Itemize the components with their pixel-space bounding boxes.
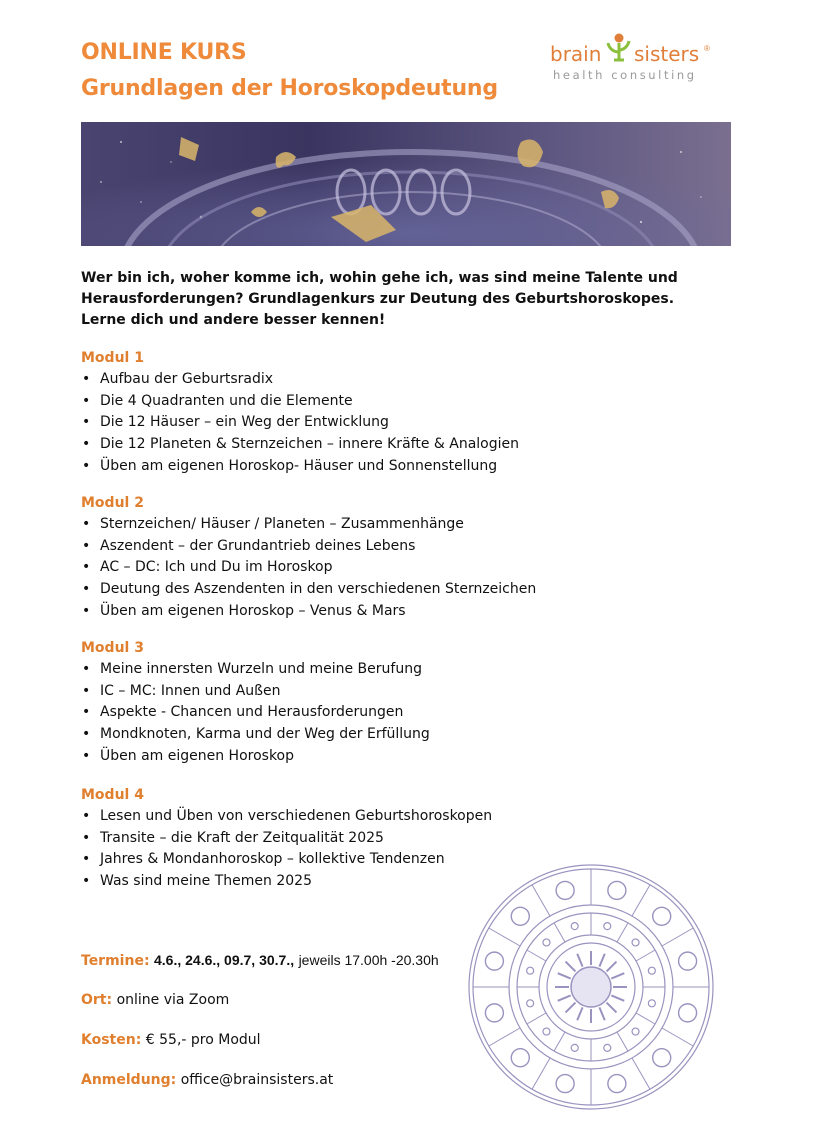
zodiac-glyph-icon — [571, 1044, 578, 1051]
list-item: • Mondknoten, Karma und der Weg der Erfüllung — [81, 724, 430, 746]
module-topic-list — [81, 806, 492, 893]
zodiac-glyph-icon — [543, 939, 550, 946]
list-item: • Üben am eigenen Horoskop – Venus & Mars — [81, 601, 536, 623]
list-item: • Meine innersten Wurzeln und meine Berufung — [81, 659, 430, 681]
zodiac-sign-figure-icon — [679, 952, 697, 970]
anmeldung-email[interactable]: office@brainsisters.at — [180, 1072, 334, 1088]
anmeldung-label: Anmeldung: — [81, 1072, 177, 1088]
list-item: • Die 12 Häuser – ein Weg der Entwicklung — [81, 412, 519, 434]
module-4 — [81, 785, 492, 893]
kosten-value: € 55,- pro Modul — [145, 1032, 261, 1048]
course-intro: Wer bin ich, woher komme ich, wohin gehe ich, was sind meine Talente und Herausforderungen? Grundlagenkurs zur Deutung des Geburtshoroskopes. Lerne dich und andere besser kennen! — [81, 270, 678, 328]
logo-word-sisters: sisters — [634, 42, 700, 66]
ort-line — [81, 992, 229, 1008]
zodiac-glyph-icon — [632, 1028, 639, 1035]
termine-label: Termine: — [81, 953, 150, 969]
list-item: • Aspekte - Chancen und Herausforderungen — [81, 702, 430, 724]
zodiac-glyph-icon — [604, 923, 611, 930]
zodiac-glyph-icon — [527, 967, 534, 974]
ort-value: online via Zoom — [116, 992, 230, 1008]
zodiac-wheel-illustration — [467, 863, 715, 1111]
list-item: • Lesen und Üben von verschiedenen Geburtshoroskopen — [81, 806, 492, 828]
zodiac-glyph-icon — [527, 1000, 534, 1007]
zodiac-glyph-icon — [648, 967, 655, 974]
zodiac-sign-figure-icon — [653, 1049, 671, 1067]
module-topic-list — [81, 659, 430, 768]
zodiac-sign-figure-icon — [556, 881, 574, 899]
module-2 — [81, 493, 536, 623]
zodiac-sign-figure-icon — [556, 1075, 574, 1093]
zodiac-sign-figure-icon — [653, 907, 671, 925]
registered-mark: ® — [704, 44, 710, 53]
module-topic-list — [81, 369, 519, 478]
ort-label: Ort: — [81, 992, 113, 1008]
zodiac-sign-figure-icon — [511, 907, 529, 925]
list-item: • Sternzeichen/ Häuser / Planeten – Zusammenhänge — [81, 514, 536, 536]
module-3 — [81, 638, 430, 768]
zodiac-sign-figure-icon — [679, 1004, 697, 1022]
termine-line — [81, 952, 439, 969]
zodiac-sign-figure-icon — [608, 881, 626, 899]
termine-time: jeweils 17.00h -20.30h — [298, 952, 439, 968]
module-topic-list — [81, 514, 536, 623]
list-item: • Transite – die Kraft der Zeitqualität 2025 — [81, 828, 492, 850]
zodiac-glyph-icon — [604, 1044, 611, 1051]
list-item: • Deutung des Aszendenten in den verschiedenen Sternzeichen — [81, 579, 536, 601]
logo-word-brain: brain — [550, 42, 602, 66]
module-title: Modul 4 — [81, 787, 144, 803]
zodiac-glyph-icon — [543, 1028, 550, 1035]
module-1 — [81, 348, 519, 478]
module-title: Modul 3 — [81, 640, 144, 656]
list-item: • Aszendent – der Grundantrieb deines Lebens — [81, 536, 536, 558]
list-item: • Die 4 Quadranten und die Elemente — [81, 391, 519, 413]
list-item: • IC – MC: Innen und Außen — [81, 681, 430, 703]
zodiac-sign-figure-icon — [511, 1049, 529, 1067]
anmeldung-line — [81, 1072, 333, 1088]
list-item: • Üben am eigenen Horoskop — [81, 746, 430, 768]
sprout-figure-icon — [605, 32, 633, 64]
logo-tagline: health consulting — [553, 68, 697, 82]
list-item: • Was sind meine Themen 2025 — [81, 871, 492, 893]
zodiac-sign-figure-icon — [608, 1075, 626, 1093]
zodiac-banner-image — [81, 122, 731, 246]
zodiac-glyph-icon — [632, 939, 639, 946]
module-title: Modul 1 — [81, 350, 144, 366]
list-item: • Die 12 Planeten & Sternzeichen – innere Kräfte & Analogien — [81, 434, 519, 456]
kosten-line — [81, 1032, 261, 1048]
list-item: • Üben am eigenen Horoskop- Häuser und Sonnenstellung — [81, 456, 519, 478]
kosten-label: Kosten: — [81, 1032, 142, 1048]
zodiac-sign-figure-icon — [485, 1004, 503, 1022]
module-title: Modul 2 — [81, 495, 144, 511]
zodiac-glyph-icon — [571, 923, 578, 930]
list-item: • AC – DC: Ich und Du im Horoskop — [81, 557, 536, 579]
brainsisters-logo — [550, 34, 720, 90]
zodiac-glyph-icon — [648, 1000, 655, 1007]
list-item: • Aufbau der Geburtsradix — [81, 369, 519, 391]
list-item: • Jahres & Mondanhoroskop – kollektive Tendenzen — [81, 849, 492, 871]
zodiac-sign-figure-icon — [485, 952, 503, 970]
course-title: Grundlagen der Horoskopdeutung — [81, 76, 498, 101]
course-type-title: ONLINE KURS — [81, 40, 247, 65]
termine-dates: 4.6., 24.6., 09.7, 30.7., — [154, 952, 295, 968]
sun-icon — [571, 967, 611, 1007]
